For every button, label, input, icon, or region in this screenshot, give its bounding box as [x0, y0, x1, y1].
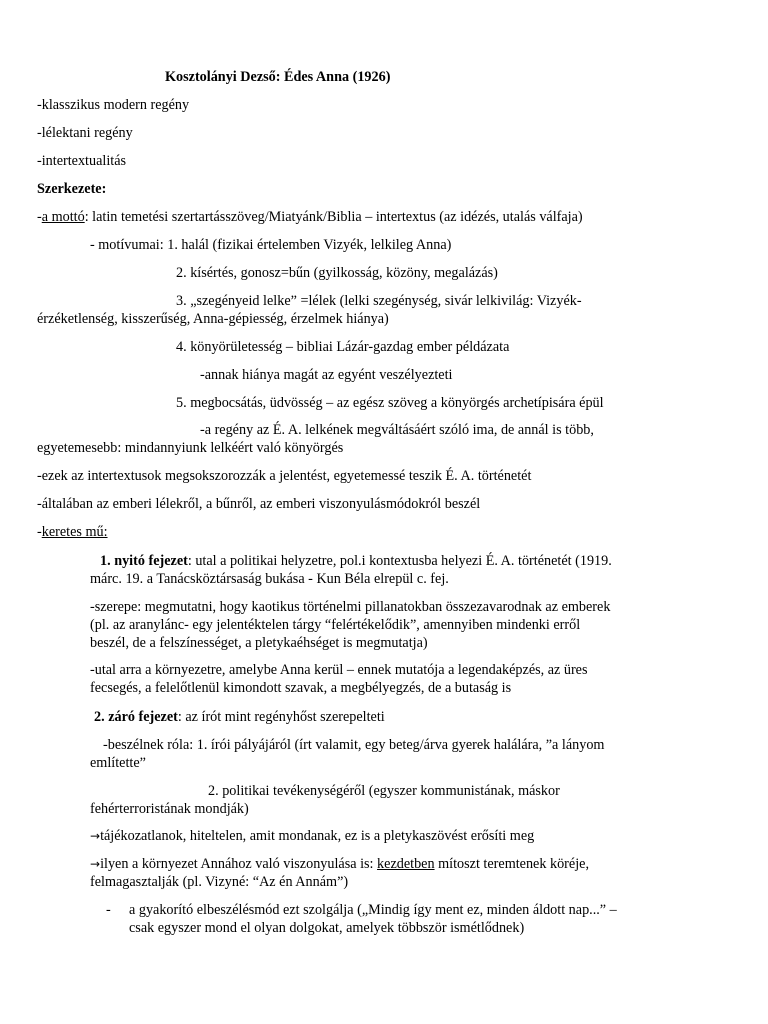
closing-pol-line-2: fehérterroristának mondják): [90, 801, 249, 817]
arrow-1-text: tájékozatlanok, hiteltelen, amit mondanak, ez is a pletykaszövést erősíti meg: [100, 828, 535, 844]
arrow-2-underlined: kezdetben: [377, 856, 435, 872]
bullet-line-1: a gyakorító elbeszélésmód ezt szolgálja („Mindig így ment ez, minden áldott nap...” –: [129, 902, 617, 918]
closing-arrow-line-2: [90, 856, 589, 873]
opening-env-line-1: -utal arra a környezetre, amelybe Anna kerül – ennek mutatója a legendaképzés, az üres: [90, 662, 588, 678]
closing-talk-line-1: -beszélnek róla: 1. írói pályájáról (írt valamit, egy beteg/árva gyerek halálára, ”a lányom: [103, 737, 605, 753]
opening-role-line-3: beszél, de a felszínességet, a pletykaéhséget is megmutatja): [90, 635, 428, 651]
motto-text: : latin temetési szertartásszöveg/Miatyánk/Biblia – intertextus (az idézés, utalás válfaja): [84, 209, 583, 225]
motif-4: 4. könyörületesség – bibliai Lázár-gazdag ember példázata: [176, 339, 510, 355]
arrow-right-icon: →: [90, 829, 101, 843]
motif-3-line-2: érzéketlenség, kisszerűség, Anna-gépiesség, érzelmek hiánya): [37, 311, 389, 327]
motto-line: [37, 209, 583, 226]
motto-prefix: -: [37, 209, 42, 225]
motto-label: a mottó: [41, 209, 85, 225]
opening-role-line-2: (pl. az aranylánc- egy jelentéktelen tárgy “felértékelődik”, amennyiben mindenki erről: [90, 617, 581, 633]
frame-line: [37, 524, 108, 541]
opening-line-1: [100, 553, 612, 570]
bullet-dash: -: [106, 902, 111, 918]
closing-label: 2. záró fejezet: [94, 709, 178, 725]
arrow-2-text-pre: ilyen a környezet Annához való viszonyulása is:: [100, 856, 378, 872]
intro-line-3: -intertextualitás: [37, 153, 127, 169]
closing-talk-line-2: említette”: [90, 755, 146, 771]
closing-line: [94, 709, 385, 726]
document-title: Kosztolányi Dezső: Édes Anna (1926): [165, 69, 391, 85]
bullet-line-2: csak egyszer mond el olyan dolgokat, amelyek többször ismétlődnek): [129, 920, 525, 936]
closing-arrow-line-1: [90, 828, 534, 845]
intro-line-2: -lélektani regény: [37, 125, 133, 141]
frame-prefix: -: [37, 524, 42, 540]
motif-3-line-1: 3. „szegényeid lelke” =lélek (lelki szegénység, sivár lelkivilág: Vizyék-: [176, 293, 582, 309]
arrow-2-text-post: mítoszt teremtenek köréje,: [434, 856, 589, 872]
motif-2: 2. kísértés, gonosz=bűn (gyilkosság, közöny, megalázás): [176, 265, 498, 281]
opening-env-line-2: fecsegés, a felelőtlenül kimondott szavak, a megbélyegzés, de a butaság is: [90, 680, 512, 696]
intro-line-1: -klasszikus modern regény: [37, 97, 190, 113]
closing-pol-line-1: 2. politikai tevékenységéről (egyszer kommunistának, máskor: [208, 783, 560, 799]
arrow-right-icon: →: [90, 857, 101, 871]
closing-arrow-line-3: felmagasztalják (pl. Vizyné: “Az én Annám”): [90, 874, 349, 890]
general-note: -általában az emberi lélekről, a bűnről, az emberi viszonyulásmódokról beszél: [37, 496, 481, 512]
frame-label: keretes mű:: [41, 524, 108, 540]
motif-4-sub: -annak hiánya magát az egyént veszélyezteti: [200, 367, 453, 383]
structure-heading: Szerkezete:: [37, 181, 107, 197]
motif-5: 5. megbocsátás, üdvösség – az egész szöveg a könyörgés archetípisára épül: [176, 395, 604, 411]
opening-label: 1. nyitó fejezet: [100, 553, 188, 569]
intertext-note: -ezek az intertextusok megsokszorozzák a jelentést, egyetemessé teszik É. A. történetét: [37, 468, 532, 484]
closing-text: : az írót mint regényhőst szerepelteti: [177, 709, 385, 725]
motif-5-sub-line-2: egyetemesebb: mindannyiunk lelkéért való könyörgés: [37, 440, 344, 456]
opening-role-line-1: -szerepe: megmutatni, hogy kaotikus történelmi pillanatokban összezavarodnak az emberek: [90, 599, 611, 615]
opening-text: : utal a politikai helyzetre, pol.i kontextusba helyezi É. A. történetét (1919.: [187, 553, 612, 569]
motifs-intro: - motívumai: 1. halál (fizikai értelemben Vizyék, lelkileg Anna): [90, 237, 452, 253]
opening-line-2: márc. 19. a Tanácsköztársaság bukása - Kun Béla elrepül c. fej.: [90, 571, 449, 587]
motif-5-sub-line-1: -a regény az É. A. lelkének megváltásáért szóló ima, de annál is több,: [200, 422, 594, 438]
